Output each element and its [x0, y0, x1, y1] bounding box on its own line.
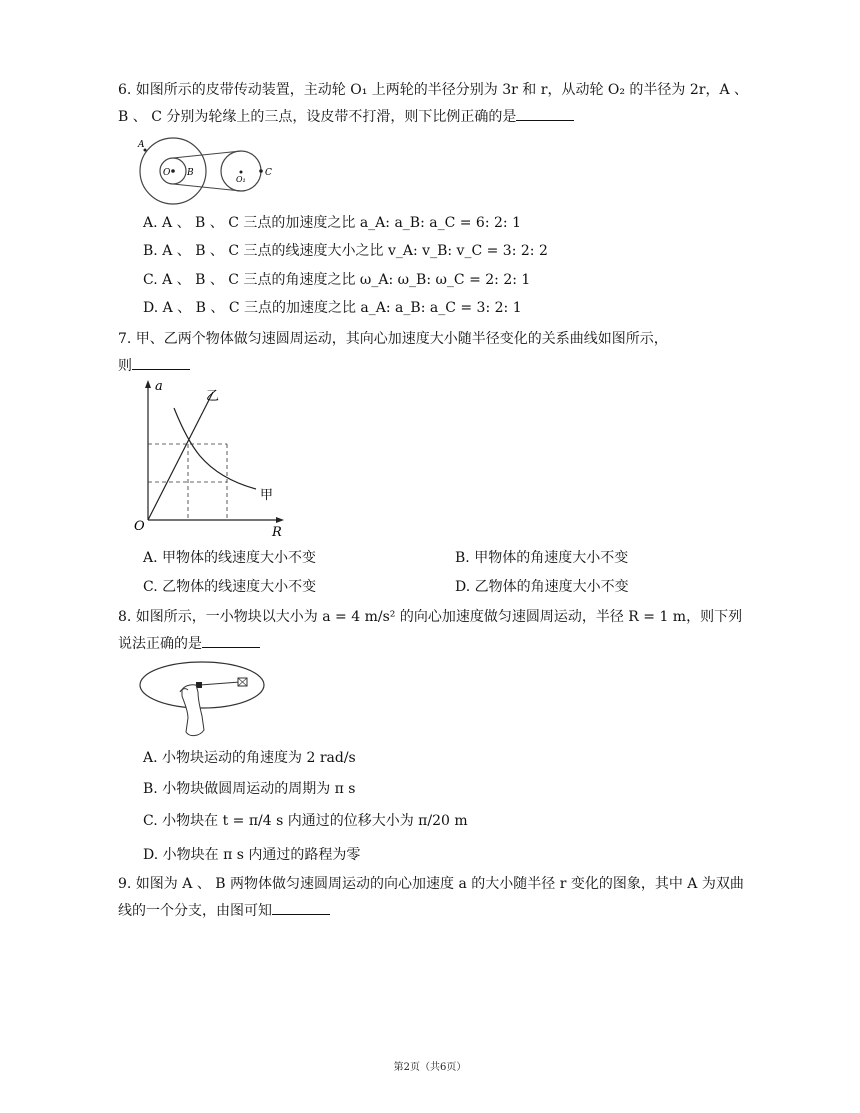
- question-6-stem: [118, 77, 768, 131]
- belt-drive-figure: [133, 136, 283, 206]
- question-9-line-1: 9. 如图为 A 、 B 两物体做匀速圆周运动的向心加速度 a 的大小随半径 r 变化的图象，其中 A 为双曲: [118, 876, 744, 892]
- answer-blank: [202, 633, 260, 648]
- q8-option-a: A. 小物块运动的角速度为 2 rad/s: [143, 750, 356, 766]
- q8-option-b: B. 小物块做圆周运动的周期为 π s: [143, 781, 356, 797]
- q8-option-c: C. 小物块在 t = π/4 s 内通过的位移大小为 π/20 m: [143, 813, 468, 829]
- q8-option-d: D. 小物块在 π s 内通过的路程为零: [143, 847, 361, 863]
- q7-option-a: A. 甲物体的线速度大小不变: [143, 550, 317, 566]
- x-axis-label: R: [272, 525, 282, 540]
- q6-option-d: D. A 、 B 、 C 三点的加速度之比 a_A: a_B: a_C = 3: 2: 1: [143, 300, 522, 316]
- question-6-line-2: B 、 C 分别为轮缘上的三点，设皮带不打滑，则下比例正确的是: [118, 104, 768, 131]
- answer-blank: [132, 355, 190, 370]
- label-a: A: [138, 140, 145, 150]
- string: [200, 682, 240, 685]
- curve-label-jia: 甲: [260, 488, 274, 503]
- q7-option-d: D. 乙物体的角速度大小不变: [455, 579, 629, 595]
- answer-blank: [272, 900, 330, 915]
- belt-top: [173, 151, 241, 158]
- acceleration-radius-graph: [130, 378, 290, 540]
- q7-option-c: C. 乙物体的线速度大小不变: [143, 579, 317, 595]
- page-footer: 第2页（共6页）: [393, 1062, 467, 1073]
- label-o2: O₁: [236, 175, 246, 184]
- hand-icon: [182, 685, 204, 736]
- q7-option-b: B. 甲物体的角速度大小不变: [455, 550, 629, 566]
- q6-option-a: A. A 、 B 、 C 三点的加速度之比 a_A: a_B: a_C = 6: 2: 1: [143, 215, 521, 231]
- question-9-stem: [118, 871, 768, 925]
- question-8-line-1: 8. 如图所示，一小物块以大小为 a = 4 m/s² 的向心加速度做匀速圆周运动，半径 R = 1 m，则下列: [118, 609, 743, 625]
- answer-blank: [516, 106, 574, 121]
- question-8-stem: [118, 604, 768, 658]
- y-axis-label: a: [155, 379, 163, 394]
- line-curve-yi: [148, 392, 213, 520]
- hyperbola-curve-jia: [174, 408, 256, 489]
- q6-option-b: B. A 、 B 、 C 三点的线速度大小之比 v_A: v_B: v_C = 3: 2: 2: [143, 243, 548, 259]
- label-b: B: [187, 168, 194, 178]
- q6-option-c: C. A 、 B 、 C 三点的角速度之比 ω_A: ω_B: ω_C = 2: 2: 1: [143, 272, 531, 288]
- question-9-line-2: 线的一个分支，由图可知: [118, 898, 768, 925]
- belt-bottom: [173, 184, 241, 191]
- label-c: C: [265, 168, 272, 178]
- curve-label-yi: 乙: [206, 389, 220, 404]
- question-7-line-2: 则: [118, 353, 768, 380]
- question-6-line-1: 6. 如图所示的皮带传动装置，主动轮 O₁ 上两轮的半径分别为 3r 和 r，从动轮 O₂ 的半径为 2r，A 、: [118, 82, 749, 98]
- question-7-line-1: 7. 甲、乙两个物体做匀速圆周运动，其向心加速度大小随半径变化的关系曲线如图所示，: [118, 331, 668, 347]
- question-7-stem: [118, 326, 768, 380]
- circular-motion-figure: [138, 660, 268, 742]
- question-8-line-2: 说法正确的是: [118, 631, 768, 658]
- origin-label: O: [134, 519, 145, 534]
- label-o1: O: [163, 168, 171, 178]
